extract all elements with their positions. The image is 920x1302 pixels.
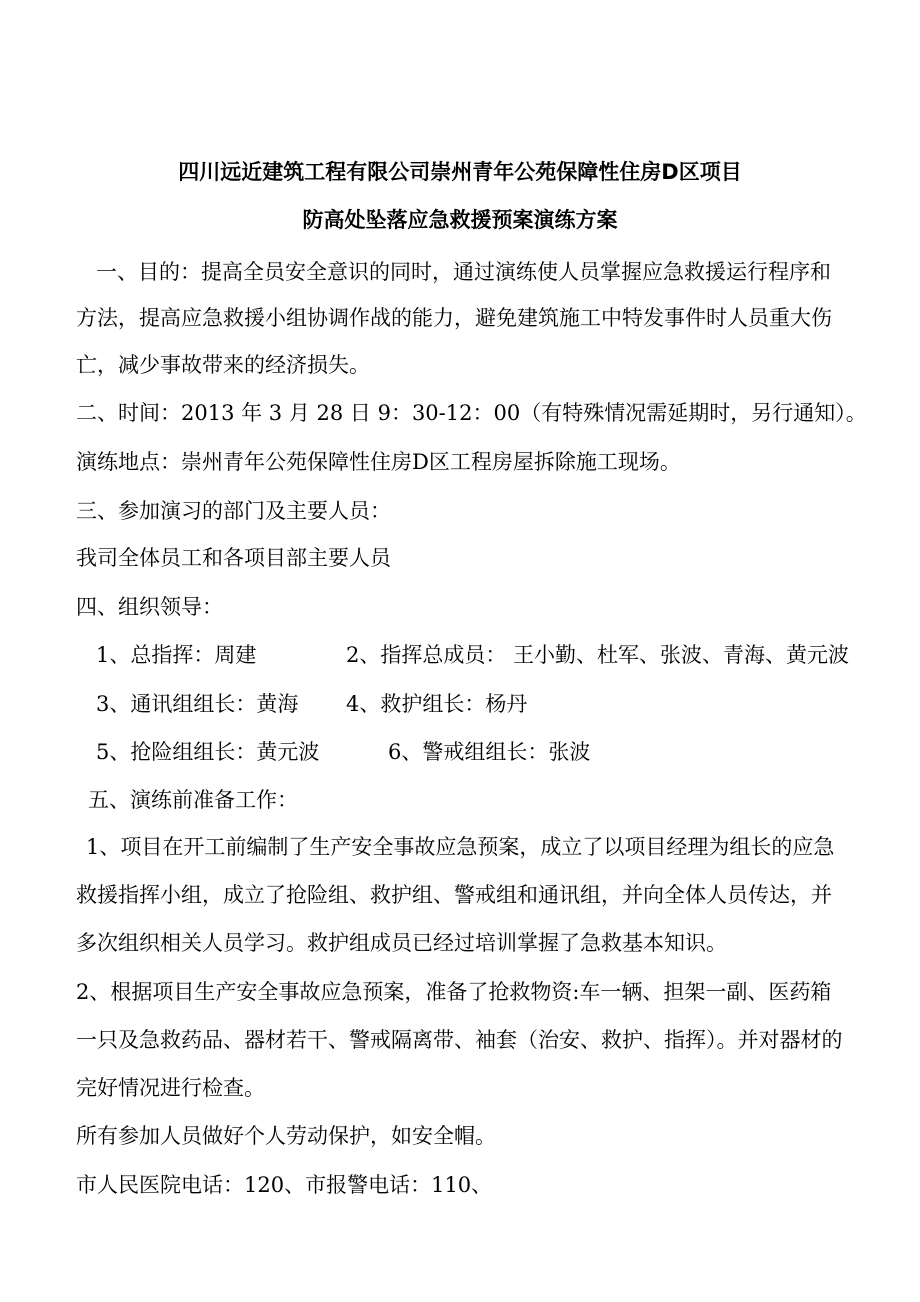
- prep-item2-line-1: 2、根据项目生产安全事故应急预案，准备了抢救物资:车一辆、担架一副、医药箱: [76, 980, 832, 1004]
- purpose-line-3: 亡，减少事故带来的经济损失。: [76, 353, 370, 377]
- leadership-heading: 四、组织领导：: [76, 595, 223, 619]
- protection-line: 所有参加人员做好个人劳动保护，如安全帽。: [76, 1124, 496, 1148]
- purpose-line-2: 方法，提高应急救援小组协调作战的能力，避免建筑施工中特发事件时人员重大伤: [76, 306, 832, 330]
- role-rescue-leader: 4、救护组长：杨丹: [346, 692, 528, 716]
- location-line: 演练地点：崇州青年公苑保障性住房D区工程房屋拆除施工现场。: [76, 450, 681, 474]
- role-security-leader: 6、警戒组组长：张波: [388, 740, 591, 764]
- phones-line: 市人民医院电话：120、市报警电话：110、: [76, 1173, 493, 1197]
- time-line: 二、时间：2013 年 3 月 28 日 9：30-12：00（有特殊情况需延期时，另行通知）。: [76, 401, 867, 425]
- doc-title-line2: 防高处坠落应急救援预案演练方案: [302, 208, 618, 232]
- preparation-heading: 五、演练前准备工作：: [88, 788, 298, 812]
- purpose-line-1: 一、目的：提高全员安全意识的同时，通过演练使人员掌握应急救援运行程序和: [96, 260, 831, 284]
- prep-item1-line-1: 1、项目在开工前编制了生产安全事故应急预案，成立了以项目经理为组长的应急: [86, 835, 835, 859]
- role-communication-leader: 3、通讯组组长：黄海: [96, 692, 299, 716]
- role-emergency-leader: 5、抢险组组长：黄元波: [96, 740, 320, 764]
- participants-heading: 三、参加演习的部门及主要人员：: [76, 499, 391, 523]
- prep-item1-line-3: 多次组织相关人员学习。救护组成员已经过培训掌握了急救基本知识。: [76, 931, 727, 955]
- participants-content: 我司全体员工和各项目部主要人员: [76, 546, 391, 570]
- prep-item1-line-2: 救援指挥小组，成立了抢险组、救护组、警戒组和通讯组，并向全体人员传达，并: [76, 883, 832, 907]
- role-command-members: 2、指挥总成员： 王小勤、杜军、张波、青海、黄元波: [346, 643, 850, 667]
- prep-item2-line-2: 一只及急救药品、器材若干、警戒隔离带、袖套（治安、救护、指挥）。并对器材的: [76, 1028, 843, 1052]
- role-commander: 1、总指挥：周建: [96, 643, 257, 667]
- doc-title-line1: 四川远近建筑工程有限公司崇州青年公苑保障性住房D区项目: [178, 160, 742, 184]
- prep-item2-line-3: 完好情况进行检查。: [76, 1076, 265, 1100]
